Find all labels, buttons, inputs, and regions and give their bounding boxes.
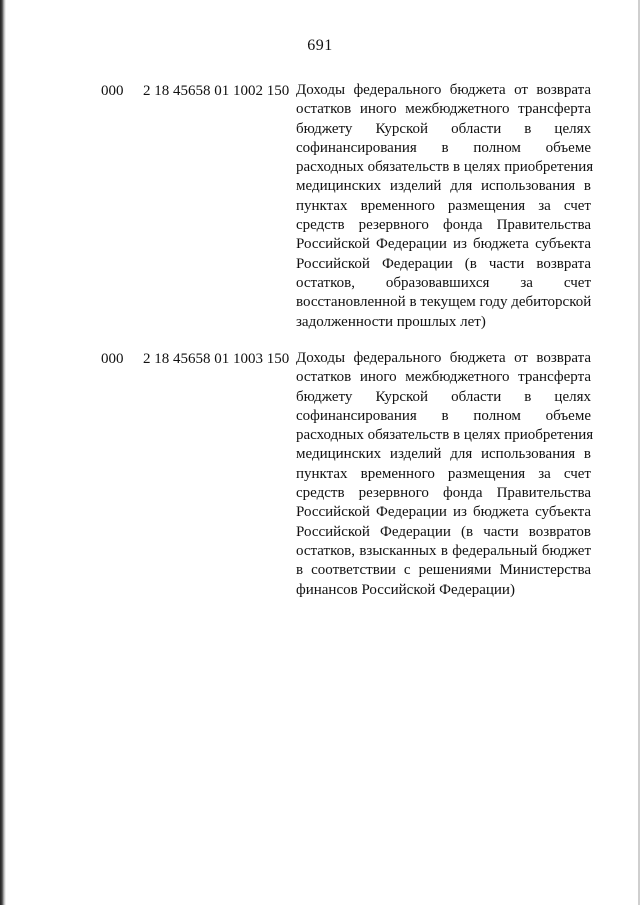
description-line: софинансирования в полном объеме: [296, 139, 591, 156]
description-line: медицинских изделий для использования в: [296, 178, 591, 195]
description-line: средств резервного фонда Правительства: [296, 217, 591, 234]
scan-edge-left: [0, 0, 6, 905]
description-line: расходных обязательств в целях приобретения: [296, 427, 594, 444]
description-line: остатков иного межбюджетного трансферта: [296, 101, 591, 118]
description-line: задолженности прошлых лет): [296, 313, 486, 330]
entry-description: [296, 81, 594, 332]
description-line: в соответствии с решениями Министерства: [296, 562, 591, 579]
description-line: Российской Федерации (в части возвратов: [296, 523, 591, 540]
administrator-code: 000: [101, 83, 124, 99]
description-line: софинансирования в полном объеме: [296, 407, 591, 424]
budget-classification-code: 2 18 45658 01 1003 150: [143, 351, 290, 367]
description-line: средств резервного фонда Правительства: [296, 485, 591, 502]
description-line: остатков, образовавшихся за счет: [296, 274, 591, 291]
description-line: бюджету Курской области в целях: [296, 388, 591, 405]
description-line: Доходы федерального бюджета от возврата: [296, 82, 591, 98]
description-line: пунктах временного размещения за счет: [296, 197, 591, 214]
description-line: восстановленной в текущем году дебиторской: [296, 294, 592, 311]
description-line: Российской Федерации из бюджета субъекта: [296, 504, 591, 521]
entry-description: [296, 349, 594, 600]
description-line: бюджету Курской области в целях: [296, 120, 591, 137]
description-line: расходных обязательств в целях приобретения: [296, 159, 594, 176]
description-line: остатков, взысканных в федеральный бюджет: [296, 542, 591, 559]
description-line: Российской Федерации из бюджета субъекта: [296, 236, 591, 253]
description-line: финансов Российской Федерации): [296, 581, 515, 598]
administrator-code: 000: [101, 351, 124, 367]
description-line: остатков иного межбюджетного трансферта: [296, 369, 591, 386]
budget-classification-code: 2 18 45658 01 1002 150: [143, 83, 290, 99]
page-number: 691: [307, 37, 333, 54]
description-line: Российской Федерации (в части возврата: [296, 255, 591, 272]
description-line: пунктах временного размещения за счет: [296, 465, 591, 482]
description-line: медицинских изделий для использования в: [296, 446, 591, 463]
description-line: Доходы федерального бюджета от возврата: [296, 350, 591, 366]
